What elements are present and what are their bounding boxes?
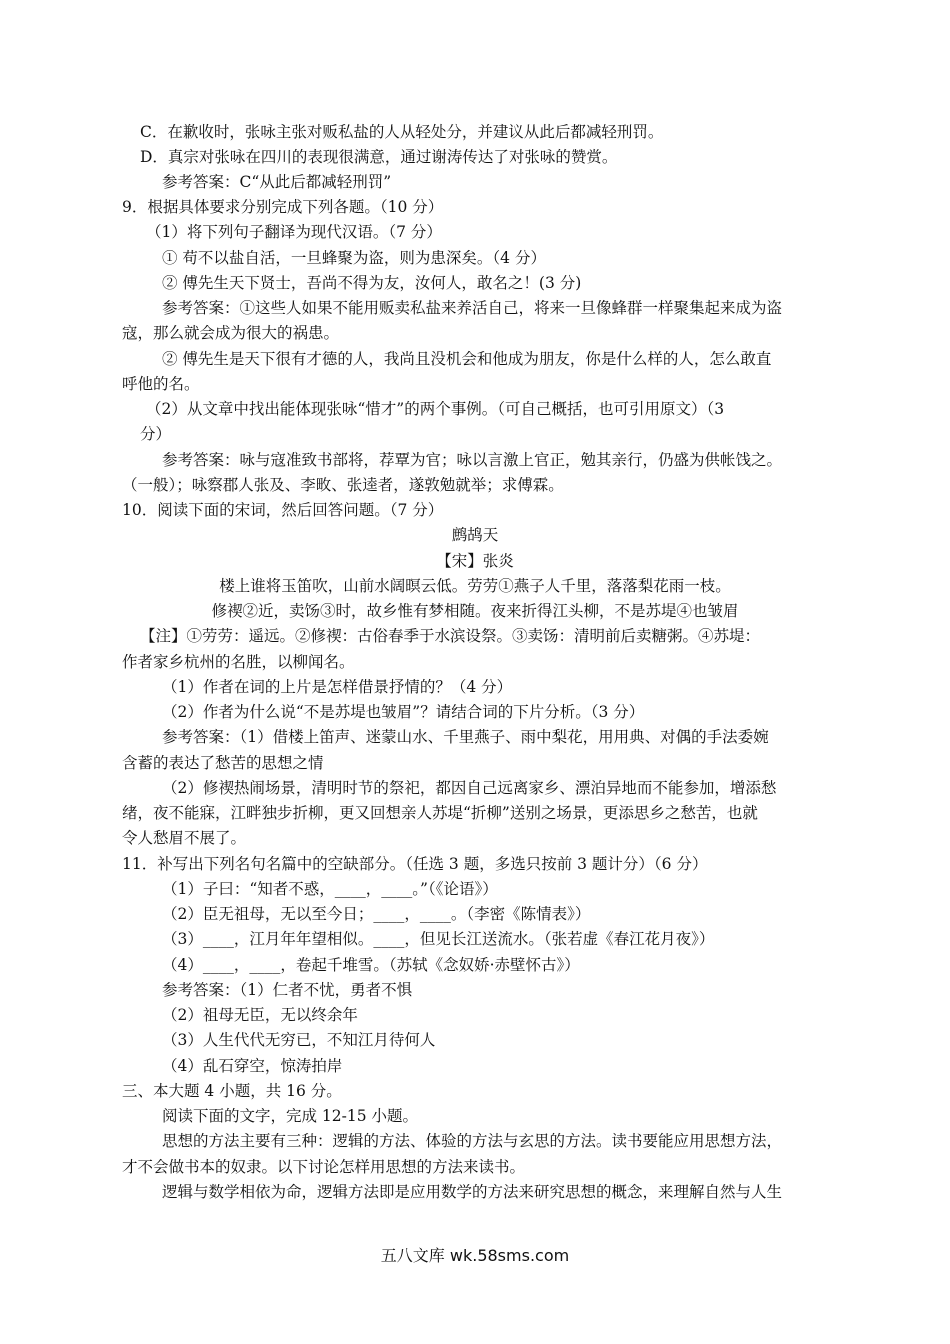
sentence-2: ② 傅先生天下贤士，吾尚不得为友，汝何人，敢名之！(3 分) — [162, 274, 582, 292]
option-c: C．在歉收时，张咏主张对贩私盐的人从轻处分，并建议从此后都减轻刑罚。 — [140, 123, 664, 141]
footer-watermark: 五八文库 wk.58sms.com — [380, 1246, 570, 1265]
answer-9-1-cont: 寇，那么就会成为很大的祸患。 — [122, 324, 340, 342]
poem-line-1: 楼上谁将玉笛吹，山前水阔暝云低。劳劳①燕子人千里，落落梨花雨一枝。 — [219, 577, 731, 595]
poem-line-2: 修禊②近，卖饧③时，故乡惟有梦相随。夜来折得江头柳，不是苏堤④也皱眉 — [211, 602, 739, 620]
section-3-heading: 三、本大题 4 小题，共 16 分。 — [122, 1082, 342, 1100]
answer-10-2-cont: 绪，夜不能寐，江畔独步折柳，更又回想亲人苏堤“折柳”送别之场景，更添思乡之愁苦，也就 — [122, 804, 758, 822]
answer-11-3: （3）人生代代无穷已，不知江月待何人 — [162, 1031, 436, 1049]
question-9: 9．根据具体要求分别完成下列各题。（10 分） — [122, 198, 444, 216]
passage-p1-cont: 才不会做书本的奴隶。以下讨论怎样用思想的方法来读书。 — [122, 1158, 526, 1176]
question-10-1: （1）作者在词的上片是怎样借景抒情的？（4 分） — [162, 678, 513, 696]
blank-2: （2）臣无祖母，无以至今日；____，____。（李密《陈情表》） — [162, 905, 591, 923]
poem-title: 鹧鸪天 — [451, 526, 499, 544]
answer-9-3: 参考答案：咏与寇准致书部将，荐覃为官；咏以言激上官正，勉其亲行，仍盛为供帐饯之。 — [162, 451, 783, 469]
reading-instruction: 阅读下面的文字，完成 12-15 小题。 — [162, 1107, 419, 1125]
passage-p1: 思想的方法主要有三种：逻辑的方法、体验的方法与玄思的方法。读书要能应用思想方法， — [162, 1132, 783, 1150]
poem-notes-cont: 作者家乡杭州的名胜，以柳闻名。 — [122, 653, 355, 671]
passage-p2: 逻辑与数学相依为命，逻辑方法即是应用数学的方法来研究思想的概念，来理解自然与人生 — [162, 1183, 783, 1201]
blank-4: （4）____，____，卷起千堆雪。（苏轼《念奴娇·赤壁怀古》） — [162, 956, 580, 974]
answer-10-1-cont: 含蓄的表达了愁苦的思想之情 — [122, 754, 324, 772]
question-9-1: （1）将下列句子翻译为现代汉语。（7 分） — [146, 223, 442, 241]
question-10-2: （2）作者为什么说“不是苏堤也皱眉”？请结合词的下片分析。（3 分） — [162, 703, 645, 721]
option-d: D．真宗对张咏在四川的表现很满意，通过谢涛传达了对张咏的赞赏。 — [140, 148, 618, 166]
blank-3: （3）____，江月年年望相似。____，但见长江送流水。（张若虚《春江花月夜》） — [162, 930, 715, 948]
sentence-1: ① 苟不以盐自活，一旦蜂聚为盗，则为患深矣。（4 分） — [162, 249, 546, 267]
poem-notes: 【注】①劳劳：遥远。②修禊：古俗春季于水滨设祭。③卖饧：清明前后卖糖粥。④苏堤： — [140, 627, 761, 645]
answer-9-3-cont: （一般）；咏察郡人张及、李畋、张逵者，遂敦勉就举；求傅霖。 — [122, 476, 564, 494]
answer-9-2: ② 傅先生是天下很有才德的人，我尚且没机会和他成为朋友，你是什么样的人，怎么敢直 — [162, 350, 772, 368]
answer-10-2-end: 令人愁眉不展了。 — [122, 829, 247, 847]
question-11: 11．补写出下列名句名篇中的空缺部分。（任选 3 题，多选只按前 3 题计分）（6 分） — [122, 855, 708, 873]
poem-author: 【宋】张炎 — [436, 552, 514, 570]
answer-11-4: （4）乱石穿空，惊涛拍岸 — [162, 1057, 343, 1075]
question-10: 10．阅读下面的宋词，然后回答问题。（7 分） — [122, 501, 444, 519]
blank-1: （1）子曰：“知者不惑，____，____。”（《论语》） — [162, 880, 498, 898]
answer-8: 参考答案：C“从此后都减轻刑罚” — [162, 173, 392, 191]
answer-11-1: 参考答案：（1）仁者不忧，勇者不惧 — [162, 981, 413, 999]
question-9-2: （2）从文章中找出能体现张咏“惜才”的两个事例。（可自己概括，也可引用原文）（3 — [146, 400, 725, 418]
answer-10-1: 参考答案：（1）借楼上笛声、迷蒙山水、千里燕子、雨中梨花，用用典、对偶的手法委婉 — [162, 728, 769, 746]
answer-9-2-cont: 呼他的名。 — [122, 375, 200, 393]
question-9-2-cont: 分） — [140, 425, 172, 443]
answer-11-2: （2）祖母无臣，无以终余年 — [162, 1006, 358, 1024]
answer-9-1: 参考答案：①这些人如果不能用贩卖私盐来养活自己，将来一旦像蜂群一样聚集起来成为盗 — [162, 299, 783, 317]
answer-10-2: （2）修禊热闹场景，清明时节的祭祀，都因自己远离家乡、漂泊异地而不能参加，增添愁 — [162, 779, 777, 797]
